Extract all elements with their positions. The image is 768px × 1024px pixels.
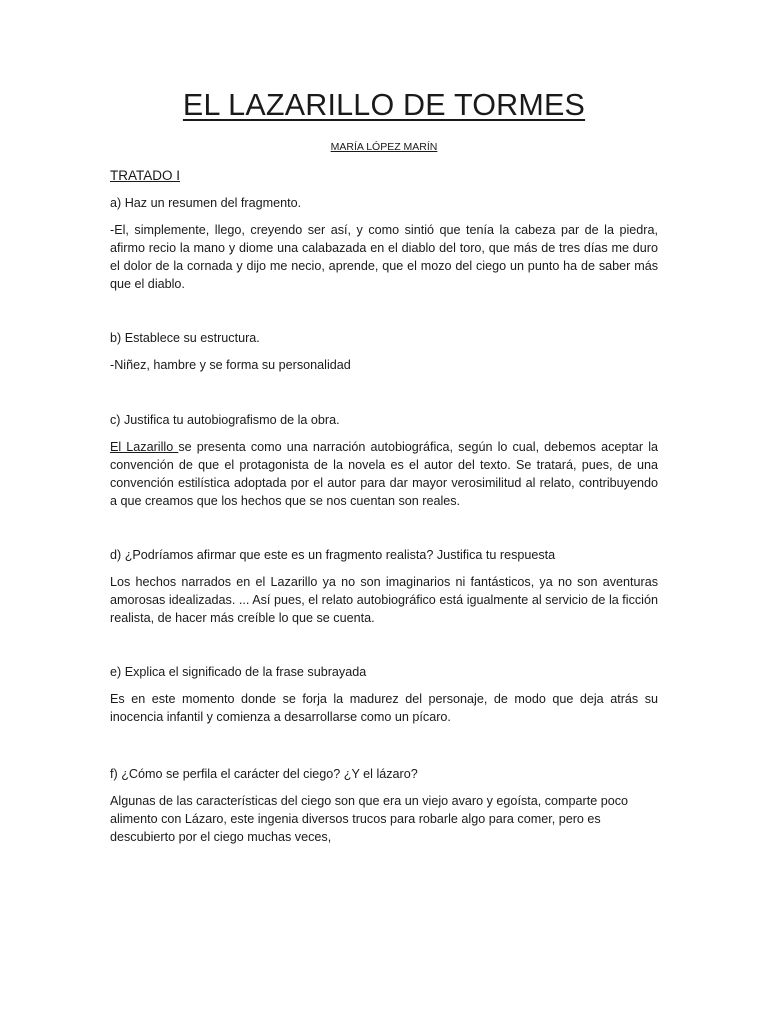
- answer-c-text: se presenta como una narración autobiográfica, según lo cual, debemos aceptar la convención de que el protagonista de la novela es el autor del texto. Se tratará, pues, de una convención estilística adoptada por el autor para dar mayor verosimilitud al relato, contribuyendo a que creamos que los hechos que se nos cuentan son reales.: [110, 440, 658, 508]
- answer-a: -El, simplemente, llego, creyendo ser así, y como sintió que tenía la cabeza par de la piedra, afirmo recio la mano y diome una calabazada en el diablo del toro, que más de tres días me duro el dolor de la cornada y dijo me necio, aprende, que el mozo del ciego un punto ha de saber más que el diablo.: [110, 223, 658, 291]
- question-f: f) ¿Cómo se perfila el carácter del ciego? ¿Y el lázaro?: [110, 767, 418, 781]
- answer-f: Algunas de las características del ciego son que era un viejo avaro y egoísta, comparte poco alimento con Lázaro, este ingenia diversos trucos para robarle algo para comer, pero es descubierto por el ciego muchas veces,: [110, 794, 629, 844]
- section-heading: TRATADO I: [110, 168, 180, 183]
- document-author: MARÍA LÓPEZ MARÍN: [330, 141, 438, 153]
- question-d: d) ¿Podríamos afirmar que este es un fragmento realista? Justifica tu respuesta: [110, 548, 556, 562]
- question-c: c) Justifica tu autobiografismo de la obra.: [110, 413, 340, 427]
- question-e: e) Explica el significado de la frase subrayada: [110, 665, 367, 679]
- answer-e: Es en este momento donde se forja la madurez del personaje, de modo que deja atrás su inocencia infantil y comienza a desarrollarse como un pícaro.: [110, 692, 658, 724]
- question-b: b) Establece su estructura.: [110, 331, 260, 345]
- answer-b: -Niñez, hambre y se forma su personalidad: [110, 358, 351, 372]
- document-title: EL LAZARILLO DE TORMES: [182, 88, 586, 122]
- answer-c: [110, 438, 658, 510]
- question-a: a) Haz un resumen del fragmento.: [110, 196, 302, 210]
- work-title-underlined: El Lazarillo: [110, 440, 179, 454]
- answer-d: Los hechos narrados en el Lazarillo ya no son imaginarios ni fantásticos, ya no son aventuras amorosas idealizadas. ... Así pues, el relato autobiográfico está igualmente al servicio de la ficción realista, de hacer más creíble lo que se cuenta.: [110, 575, 658, 625]
